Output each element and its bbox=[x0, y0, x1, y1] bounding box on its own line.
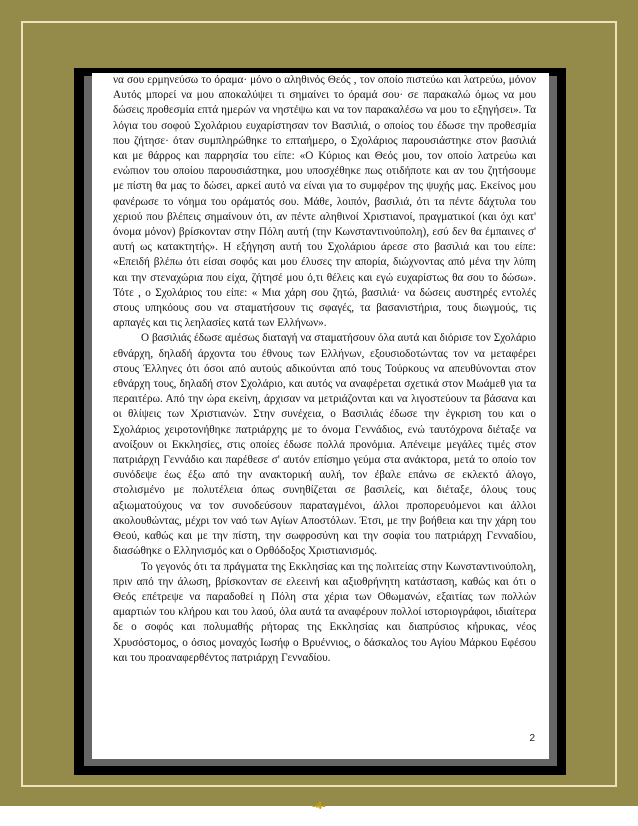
page-number: 2 bbox=[529, 733, 535, 744]
scanned-page bbox=[92, 73, 549, 759]
paragraph-2: Ο βασιλιάς έδωσε αμέσως διαταγή να σταματήσουν όλα αυτά και διόρισε τον Σχολάριο εθνάρχη, δηλαδή άρχοντα του έθνους των Ελλήνων, εξουσιοδοτώντας τον να μεταφέρει στους Έλληνες ότι όσοι από αυτούς αδικούνται από τους Τούρκους να απευθύνονται στον εθνάρχη τους, δηλαδή στον Σχολάριο, και αυτός να αναφέρεται σχετικά στον Μωάμεθ για τα περαιτέρω. Από την ώρα εκείνη, άρχισαν να μετριάζονται και να λιγοστεύουν τα βάσανα και οι θλίψεις των Χριστιανών. Στην συνέχεια, ο Βασιλιάς έδωσε την έγκριση του και ο Σχολάριος χειροτονήθηκε πατριάρχης με το όνομα Γεννάδιος, ενώ ταυτόχρονα διέταξε να ανοίξουν οι Εκκλησίες, στις οποίες έδωσε πολλά προνόμια. Απένειμε μεγάλες τιμές στον πατριάρχη Γεννάδιο και παρέθεσε σ' αυτόν επίσημο γεύμα στα ανάκτορα, μετά το οποίο τον συνόδεψε έως έξω από την ανακτορική αυλή, τον έβαλε επάνω σε εκλεκτό άλογο, στολισμένο με πολυτέλεια όπως συνηθίζεται σε βασιλείς, και διέταξε, όλους τους αξιωματούχους να τον συνοδεύσουν παραταγμένοι, άλλοι προπορευόμενοι και άλλοι ακολουθώντας, μέχρι τον ναό των Αγίων Αποστόλων. Έτσι, με την βοήθεια και την χάρη του Θεού, καθώς και με την πίστη, την σωφροσύνη και την σοφία του πατριάρχη Γενναδίου, διασώθηκε ο Ελληνισμός και ο Ορθόδοξος Χριστιανισμός. bbox=[113, 332, 536, 558]
paragraph-3: Το γεγονός ότι τα πράγματα της Εκκλησίας και της πολιτείας στην Κωνσταντινούπολη, πριν από την άλωση, βρίσκονταν σε ελεεινή και αξιοθρήνητη κατάσταση, καθώς και ότι ο Θεός επέτρεψε να παραδοθεί η Πόλη στα χέρια των Οθωμανών, εξαιτίας των πολλών αμαρτιών του κλήρου και του λαού, όλα αυτά τα αναφέρουν πολλοί ιστοριογράφοι, ιδιαίτερα δε ο σοφός και πολυμαθής ρήτορας της Εκκλησίας και διαπρύσιος κήρυκας, νέος Χρυσόστομος, ο όσιος μοναχός Ιωσήφ ο Βρυέννιος, ο δάσκαλος του Αγίου Μάρκου Εφέσου και του προαναφερθέντος πατριάρχη Γενναδίου. bbox=[113, 560, 536, 664]
footer-page-number: -4- bbox=[312, 800, 326, 812]
page-text bbox=[113, 73, 536, 666]
paragraph-1: να σου ερμηνεύσω το όραμα· μόνο ο αληθινός Θεός , τον οποίο πιστεύω και λατρεύω, μόνον Αυτός μπορεί να μου αποκαλύψει τι σημαίνει το όραμά σου· σε παρακαλώ όμως να μου δώσεις προθεσμία επτά ημερών να νηστέψω και να τον παρακαλέσω να μου το εξηγήσει». Τα λόγια του σοφού Σχολάριου ευχαρίστησαν τον Βασιλιά, ο οποίος του έδωσε την προθεσμία που ζήτησε· όταν συμπληρώθηκε το επταήμερο, ο Σχολάριος παρουσιάστηκε στον βασιλιά και με θάρρος και παρρησία του είπε: «Ο Κύριος και Θεός μου, τον οποίο λατρεύω και ενώπιον του οποίου παρουσιάστηκα, μου υποσχέθηκε πως οτιδήποτε και αν του ζητήσουμε με πίστη θα μας το δώσει, αρκεί αυτό να είναι για το συμφέρον της ψυχής μας. Εκείνος μου φανέρωσε το νόημα του οράματός σου. Μάθε, λοιπόν, βασιλιά, ότι τα πέντε δάχτυλα του χεριού που βλέπεις σημαίνουν ότι, αν πέντε αληθινοί Χριστιανοί, πραγματικοί (και όχι κατ' όνομα μόνον) βρίσκονταν στην Πόλη αυτή (την Κωνσταντινούπολη), εσύ δεν θα έμπαινες σ' αυτή ως κατακτητής». Η εξήγηση αυτή του Σχολάριου άρεσε στο βασιλιά και του είπε: «Επειδή βλέπω ότι είσαι σοφός και μου έλυσες την απορία, διώχνοντας από μένα την λύπη και την στεναχώρια που είχα, ζήτησέ μου ό,τι θέλεις και εγώ ευχαρίστως θα σου το δώσω». Τότε , ο Σχολάριος του είπε: « Μια χάρη σου ζητώ, βασιλιά· να δώσεις αυστηρές εντολές στους υπηκόους σου να σταματήσουν τις σφαγές, τα βασανιστήρια, τους διωγμούς, τις αρπαγές και τις λεηλασίες κατά των Ελλήνων». bbox=[113, 74, 536, 330]
